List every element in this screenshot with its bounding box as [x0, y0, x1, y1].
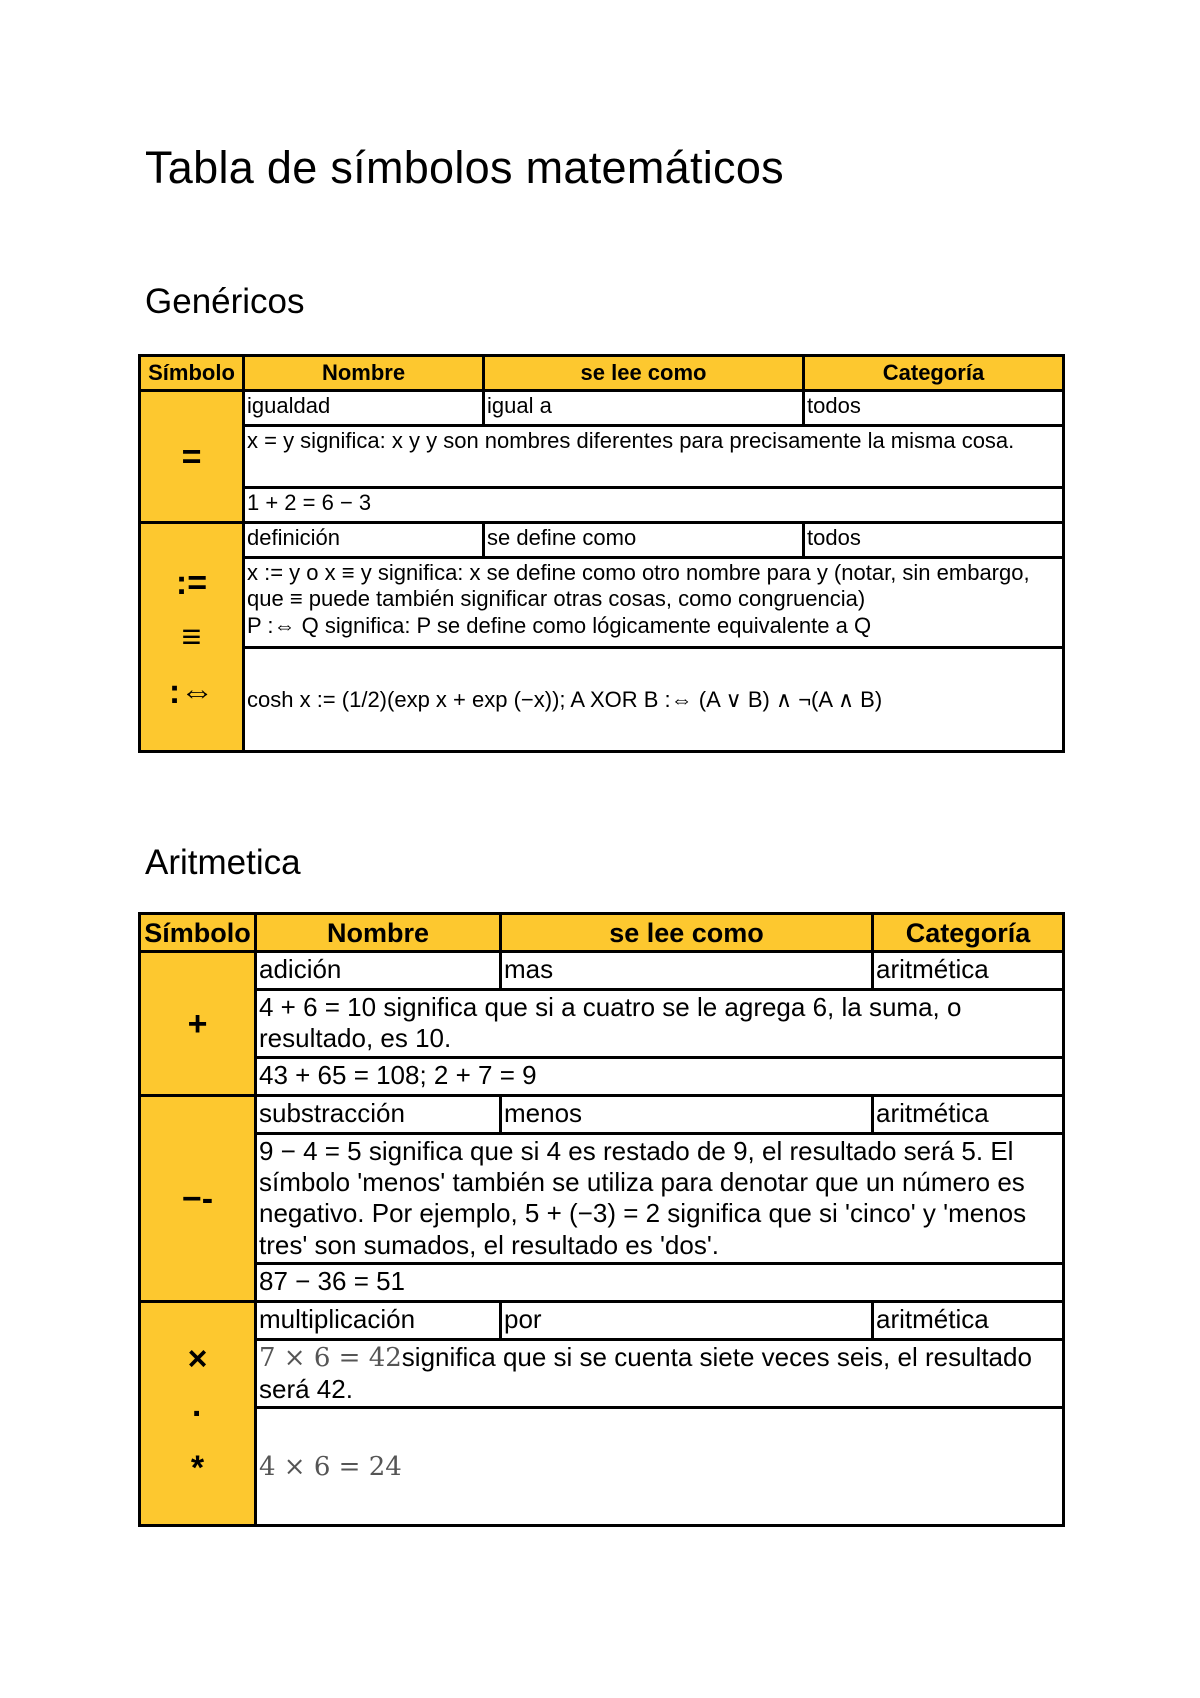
example-cell: 87 − 36 = 51	[256, 1264, 1064, 1302]
example-cell: 1 + 2 = 6 − 3	[244, 488, 1064, 523]
symbol-cell-definition	[140, 523, 244, 752]
read-as-cell: se define como	[484, 523, 804, 558]
symbol-asterisk: *	[190, 1449, 205, 1488]
name-cell: multiplicación	[256, 1302, 501, 1340]
header-category: Categoría	[873, 914, 1064, 952]
read-as-cell: menos	[501, 1096, 873, 1134]
category-cell: todos	[804, 391, 1064, 426]
name-cell: substracción	[256, 1096, 501, 1134]
name-cell: adición	[256, 952, 501, 990]
read-as-cell: mas	[501, 952, 873, 990]
example-cell	[256, 1408, 1064, 1526]
table-row	[140, 523, 1064, 558]
math-expression: 4 × 6 = 24	[259, 1451, 402, 1482]
example-cell: cosh x := (1/2)(exp x + exp (−x)); A XOR B :⇔ (A ∨ B) ∧ ¬(A ∧ B)	[244, 648, 1064, 752]
category-cell: aritmética	[873, 1302, 1064, 1340]
description-line: P :⇔ Q significa: P se define como lógicamente equivalente a Q	[247, 612, 872, 638]
table-row	[140, 1096, 1064, 1134]
table-row	[140, 1302, 1064, 1340]
math-expression: 7 × 6 = 42	[259, 1343, 402, 1373]
section-heading-aritmetica: Aritmetica	[145, 843, 301, 882]
symbol-equals: =	[181, 437, 202, 476]
example-cell: 43 + 65 = 108; 2 + 7 = 9	[256, 1058, 1064, 1096]
header-read-as: se lee como	[484, 356, 804, 391]
header-name: Nombre	[244, 356, 484, 391]
description-text: significa que si se cuenta siete veces seis, el resultado será 42.	[259, 1342, 1032, 1405]
description-cell: 9 − 4 = 5 significa que si 4 es restado de 9, el resultado será 5. El símbolo 'menos' también se utiliza para denotar que un número es negativo. Por ejemplo, 5 + (−3) = 2 significa que si 'cinco' y 'menos tres' son sumados, el resultado es 'dos'.	[256, 1134, 1064, 1264]
symbol-cell-equals	[140, 391, 244, 523]
description-line: x := y o x ≡ y significa: x se define como otro nombre para y (notar, sin embargo, que ≡ puede también significar otras cosas, como congruencia)	[247, 560, 1030, 612]
table-header-row	[140, 356, 1064, 391]
table-row	[140, 990, 1064, 1058]
symbol-plus: +	[187, 1004, 208, 1043]
symbol-colon-equals: :=	[175, 563, 208, 602]
header-read-as: se lee como	[501, 914, 873, 952]
description-cell: 4 + 6 = 10 significa que si a cuatro se le agrega 6, la suma, o resultado, es 10.	[256, 990, 1064, 1058]
table-row	[140, 426, 1064, 488]
table-row	[140, 1058, 1064, 1096]
category-cell: aritmética	[873, 952, 1064, 990]
section-heading-genericos: Genéricos	[145, 282, 305, 321]
arithmetic-symbols-table	[138, 912, 1065, 1527]
table-row	[140, 1264, 1064, 1302]
symbol-cell-multiplication	[140, 1302, 256, 1526]
symbol-dot: ·	[191, 1394, 204, 1433]
description-cell	[244, 558, 1064, 648]
header-symbol: Símbolo	[140, 914, 256, 952]
table-header-row	[140, 914, 1064, 952]
table-row	[140, 558, 1064, 648]
symbol-cell-minus	[140, 1096, 256, 1302]
table-row	[140, 488, 1064, 523]
header-category: Categoría	[804, 356, 1064, 391]
table-row	[140, 1134, 1064, 1264]
table-row	[140, 1340, 1064, 1408]
symbol-times: ×	[187, 1340, 208, 1379]
symbol-colon-iff: :⇔	[168, 672, 215, 711]
name-cell: definición	[244, 523, 484, 558]
read-as-cell: igual a	[484, 391, 804, 426]
symbol-cell-plus	[140, 952, 256, 1096]
symbol-minus: −-	[181, 1179, 214, 1218]
symbol-equivalent: ≡	[181, 618, 202, 657]
category-cell: todos	[804, 523, 1064, 558]
header-name: Nombre	[256, 914, 501, 952]
category-cell: aritmética	[873, 1096, 1064, 1134]
description-cell	[256, 1340, 1064, 1408]
page-title: Tabla de símbolos matemáticos	[145, 142, 784, 193]
name-cell: igualdad	[244, 391, 484, 426]
generic-symbols-table	[138, 354, 1065, 753]
header-symbol: Símbolo	[140, 356, 244, 391]
table-row	[140, 391, 1064, 426]
read-as-cell: por	[501, 1302, 873, 1340]
table-row	[140, 1408, 1064, 1526]
table-row	[140, 648, 1064, 752]
description-cell: x = y significa: x y y son nombres diferentes para precisamente la misma cosa.	[244, 426, 1064, 488]
table-row	[140, 952, 1064, 990]
